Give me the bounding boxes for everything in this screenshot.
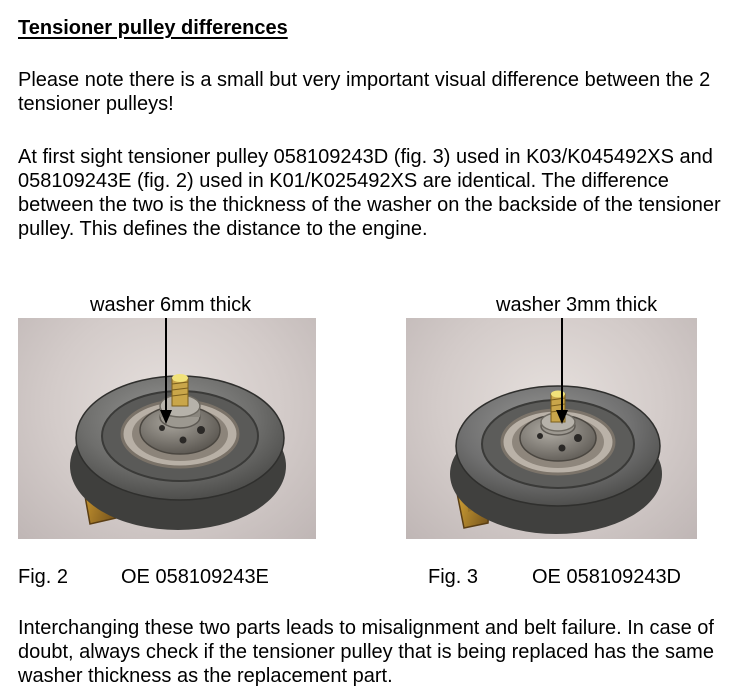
intro-paragraph: Please note there is a small but very important visual difference between the 2 tensioner pulleys! (18, 69, 711, 115)
figure-2-washer-label: washer 6mm thick (90, 294, 252, 316)
page-title: Tensioner pulley differences (18, 17, 288, 39)
detail-paragraph: At first sight tensioner pulley 058109243D (fig. 3) used in K03/K045492XS and 058109243E (fig. 2) used in K01/K025492XS are identical. The difference between the two is the thickness of the washer on the backside of the tensioner pulley. This defines the distance to the engine. (18, 146, 721, 240)
figure-2-caption-number: Fig. 2 (18, 566, 69, 588)
figure-3-caption-number: Fig. 3 (428, 566, 479, 588)
figure-3-caption-part-number: OE 058109243D (532, 566, 682, 588)
figure-2-caption-part-number: OE 058109243E (121, 566, 269, 588)
figure-3-washer-label: washer 3mm thick (496, 294, 658, 316)
warning-paragraph: Interchanging these two parts leads to misalignment and belt failure. In case of doubt, always check if the tensioner pulley that is being replaced has the same washer thickness as the replacement part. (18, 617, 714, 687)
figure-3-pulley-photo (406, 318, 697, 539)
figure-2-pulley-photo (18, 318, 316, 539)
